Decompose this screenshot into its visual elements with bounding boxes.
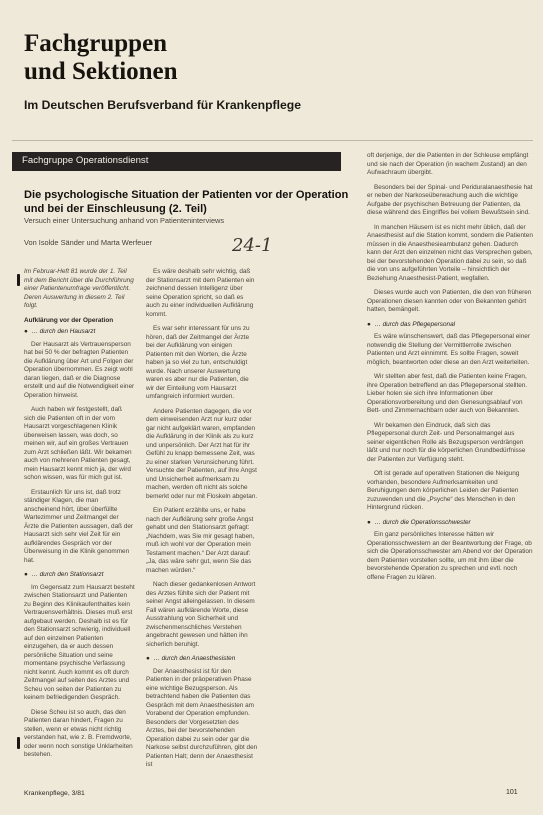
header-divider bbox=[12, 140, 533, 141]
paragraph: In manchen Häusern ist es nicht mehr üblich, daß der Anaesthesist auf die Station kommt, sondern die Patienten müssen in die Anaesthesieambulanz gehen. Dadurch kann der Arzt den einzelnen nicht das Versprechen geben, bei der bevorstehenden Operation dabei zu sein, so daß die von uns aufgeführten Vorteile – hinsichtlich der Beziehung Anaesthesist-Patient, wegfallen. bbox=[367, 223, 533, 282]
handwritten-note-text: 24-1 bbox=[232, 235, 273, 256]
paragraph: Diese Scheu ist so auch, das den Patienten daran hindert, Fragen zu stellen, wenn er etwas nicht richtig verstanden hat, wie z. B. Fremdworte, oder wenn noch sonstige Unklarheiten bestehen. bbox=[24, 708, 133, 758]
bullet-heading-stationsarzt: ● … durch den Stationsarzt bbox=[24, 571, 104, 578]
column-middle bbox=[146, 268, 258, 780]
footer-journal: Krankenpflege, 3/81 bbox=[24, 790, 85, 797]
column-right bbox=[367, 152, 533, 780]
paragraph: Wir bekamen den Eindruck, daß sich das Pflegepersonal durch Zeit- und Personalmangel aus seiner eigentlichen Rolle als Bezugsperson verdrängen läßt und nur noch für die körperlichen Grundbedürfnisse der Patienten zur Verfügung steht. bbox=[367, 421, 526, 463]
margin-mark bbox=[17, 737, 20, 749]
margin-mark bbox=[17, 274, 20, 286]
paragraph: Ein ganz persönliches Interesse hätten wir Operationsschwestern an der Beantwortung der Frage, ob sich die Operationsschwester am Abend vor der Operation dem Patienten vorstellen sollte, um mit ihm über die bevorstehende Operation zu sprechen und evtl. noch offene Fragen zu klären. bbox=[367, 531, 533, 581]
paragraph: Es wäre deshalb sehr wichtig, daß der Stationsarzt mit dem Patienten ein zeichnend dessen Intelligenz über seine Operation spricht, so daß es auch zu einer individuellen Aufklärung kommt. bbox=[146, 268, 255, 318]
paragraph: Es wäre wünschenswert, daß das Pflegepersonal einer notwendig die Stellung der Vermittlerrolle zwischen Patienten und Arzt einnimmt. Es sollte Fragen, soweit möglich, beantworten oder diese an den Arzt weiterleiten. bbox=[367, 333, 530, 366]
bullet-heading-pflegepersonal: ● … durch das Pflegepersonal bbox=[367, 320, 456, 328]
paragraph: Erstaunlich für uns ist, daß trotz ständiger Klagen, die man anscheinend hört, über überfüllte Wartezimmer und Zeitmangel der Ärzte die Patienten aussagen, daß der Hausarzt sich sehr viel Zeit für ein aufklärendes Gespräch vor der Überweisung in die Klinik genommen hat. bbox=[24, 488, 134, 564]
masthead-title-line1: Fachgruppen bbox=[24, 30, 168, 57]
paragraph: Ein Patient erzählte uns, er habe nach der Aufklärung sehr große Angst gehabt und den Stationsarzt gefragt: „Nachdem, was Sie mir gesagt haben, muß ich wohl vor der Operation mein Testament machen.“ Der Arzt darauf: „Ja, das wäre sehr gut, wenn Sie das machen würden.“ bbox=[146, 507, 255, 574]
paragraph: Der Anaesthesist ist für den Patienten in der präoperativen Phase eine wichtige Bezugsperson. Als betrachtend haben die Patienten das Gespräch mit dem Anaesthesisten am Vorabend der Operation empfunden. Besonders der Vorgesetzten des Arztes, bei der bevorstehenden Operation dabei zu sein oder gar die Narkose selbst durchzuführen, gibt den Patienten Halt; denn der Anaesthesist ist bbox=[146, 667, 258, 768]
masthead-title-line2: und Sektionen bbox=[24, 58, 178, 85]
paragraph: Auch haben wir festgestellt, daß sich die Patienten oft in der vom Hausarzt vorgeschlagenen Klinik überweisen lassen, was doch, so meinen wir, auf ein großes Vertrauen zum Arzt schließen läßt. Wir bekamen auch von mehreren Patienten gesagt, mein Hausarzt kennt mich ja, der wird schon wissen, was für mich gut ist. bbox=[24, 406, 132, 481]
paragraph: Andere Patienten dagegen, die vor dem einweisenden Arzt nur kurz oder gar nicht aufgeklärt waren, empfanden die Aufklärung in der Klinik als zu kurz und unpersönlich. Der Arzt hat für ihr Gefühl zu knapp bemessene Zeit, was zu einer starken Verunsicherung führt. Versuchte der Patienten, auf ihre Angst und Unsicherheit aufmerksam zu machen, werden oft nicht als solche bemerkt oder nur mit Floskeln abgetan. bbox=[146, 407, 258, 500]
paragraph: Es war sehr interessant für uns zu hören, daß der Zeitmangel der Ärzte bei der Aufklärung von einigen Patienten mit den Worten, die Ärzte haben ja so viel zu tun, entschuldigt wurde. Nach unserer Auswertung waren es aber nur die Patienten, die wir der Einteilung vom Hausarzt umfangreich informiert wurden. bbox=[146, 325, 250, 400]
masthead-title bbox=[24, 30, 324, 86]
paragraph: Wir stellten aber fest, daß die Patienten keine Fragen, ihre Operation betreffend an das Pflegepersonal stellten. Lieber holen sie sich ihre Informationen über Operationsvorbereitung und den Genesungsablauf von Bett- und Zimmernachbarn oder auch von Bekannten. bbox=[367, 373, 528, 414]
department-banner bbox=[12, 152, 341, 171]
bullet-heading-hausarzt: ● … durch den Hausarzt bbox=[24, 328, 96, 335]
paragraph: Dieses wurde auch von Patienten, die den von früheren Operationen diesen kannten oder von Bekannten gehört hatten, bemängelt. bbox=[367, 289, 532, 313]
paragraph: Besonders bei der Spinal- und Periduralanaesthesie hat er neben der Narkoseüberwachung auch die wichtige Aufgabe der psychischen Betreuung der Patienten, da diese während des Eingriffes bei vollem Bewußtsein sind. bbox=[367, 183, 533, 216]
handwritten-note bbox=[230, 232, 300, 256]
footer-page-number: 101 bbox=[506, 789, 518, 796]
column-left bbox=[24, 268, 135, 778]
masthead-subtitle: Im Deutschen Berufsverband für Krankenpflege bbox=[24, 98, 301, 112]
article-title: Die psychologische Situation der Patienten vor der Operation und bei der Einschleusung (2. Teil) bbox=[24, 189, 349, 215]
bullet-heading-anaesthesist: ● … durch den Anaesthesisten bbox=[146, 655, 236, 662]
intro-paragraph: Im Februar-Heft 81 wurde der 1. Teil mit dem Bericht über die Durchführung einer Patientenumfrage veröffentlicht. Deren Auswertung in diesem 2. Teil folgt. bbox=[24, 268, 134, 309]
section-heading: Aufklärung vor der Operation bbox=[24, 316, 114, 324]
article-authors: Von Isolde Sänder und Marta Werfeuer bbox=[24, 238, 153, 247]
paragraph: Oft ist gerade auf operativen Stationen die Neigung vorhanden, besondere Aufmerksamkeiten und Beruhigungen dem körperlichen Leiden der Patienten zuzuwenden und die „Psyche“ des Menschen in den Hintergrund rücken. bbox=[367, 470, 520, 511]
paragraph: Der Hausarzt als Vertrauensperson hat bei 50 % der befragten Patienten die Aufklärung über Art und Folgen der Operation übernommen. Es zeigt wohl daran liegen, daß er die Diagnose erstellt und auf die Notwendigkeit einer Operation hinweist. bbox=[24, 340, 135, 399]
paragraph: Nach dieser gedankenlosen Antwort des Arztes fühlte sich der Patient mit seiner Angst alleingelassen. In diesem Fall wären aufklärende Worte, diese Ausstrahlung von Sicherheit und zwischenmenschliches Verstehen angebracht gewesen und hätten ihn sicherlich beruhigt. bbox=[146, 581, 256, 648]
department-label: Fachgruppe Operationsdienst bbox=[22, 155, 149, 166]
bullet-heading-operationsschwester: ● … durch die Operationsschwester bbox=[367, 518, 471, 526]
paragraph: Im Gegensatz zum Hausarzt besteht zwischen Stationsarzt und Patienten zu Beginn des Klinikaufenthaltes kein Vertrauensverhältnis. Dieses muß erst aufgebaut werden. Deshalb ist es für den Stationsarzt schwierig, individuell auf den einzelnen Patienten einzugehen, da er auch dessen persönliche Situation und seine momentane psychische Verfassung nicht kennt. Auch kommt es oft durch Zeitmangel auf seiten des Arztes und Scheu von seiten der Patienten zu keinem befriedigenden Gespräch. bbox=[24, 583, 135, 701]
paragraph: oft derjenige, der die Patienten in der Schleuse empfängt und sie nach der Operation (in wachem Zustand) an den Aufwachraum übergibt. bbox=[367, 152, 529, 176]
article-subtitle: Versuch einer Untersuchung anhand von Patienteninterviews bbox=[24, 216, 225, 225]
